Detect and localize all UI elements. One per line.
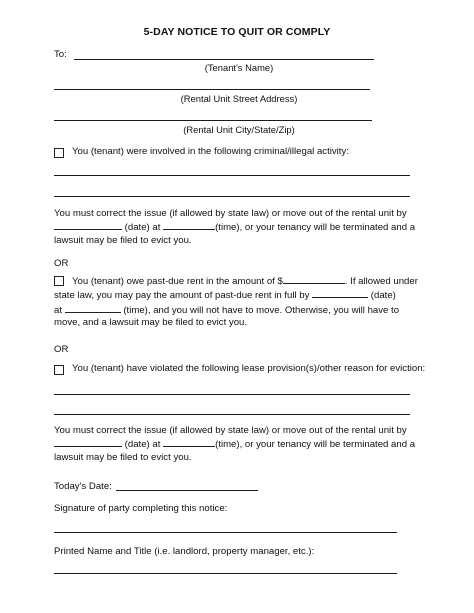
option1-date-label: (date) at	[124, 222, 161, 234]
option3-time-label: (time), or your tenancy will be terminated and a	[215, 439, 416, 451]
todays-date-line[interactable]	[116, 490, 258, 491]
option3-text-line-3: lawsuit may be filed to evict you.	[54, 451, 192, 463]
option3-instruction	[54, 425, 415, 464]
past-due-amount-label: You (tenant) owe past-due rent in the amount of $	[72, 276, 283, 287]
option2-date-field[interactable]	[312, 288, 368, 298]
option2-allowed-text: . If allowed under	[344, 276, 418, 287]
option1-text-line-3: lawsuit may be filed to evict you.	[54, 234, 192, 246]
option3-text-line-2	[54, 437, 415, 451]
lease-violation-line-1[interactable]	[54, 394, 410, 395]
option1-instruction	[54, 208, 415, 247]
option3-date-label: (date) at	[124, 439, 161, 451]
or-divider-2: OR	[54, 344, 69, 355]
signature-line[interactable]	[54, 532, 397, 533]
option1-text-line-2	[54, 220, 415, 234]
criminal-activity-label: You (tenant) were involved in the following criminal/illegal activity:	[72, 146, 349, 157]
lease-violation-checkbox[interactable]	[54, 365, 64, 375]
option2-text-line-3	[54, 303, 418, 317]
notice-title: 5-DAY NOTICE TO QUIT OR COMPLY	[143, 26, 331, 38]
option2-text-line-4: move, and a lawsuit may be filed to evict you.	[54, 317, 248, 329]
street-address-caption: (Rental Unit Street Address)	[180, 93, 298, 104]
criminal-activity-checkbox[interactable]	[54, 148, 64, 158]
criminal-activity-line-2[interactable]	[54, 196, 410, 197]
option3-text-line-1: You must correct the issue (if allowed by state law) or move out of the rental unit by	[54, 425, 407, 436]
option2-text	[54, 274, 418, 330]
city-state-zip-caption: (Rental Unit City/State/Zip)	[183, 124, 295, 135]
option1-text-line-1: You must correct the issue (if allowed by state law) or move out of the rental unit by	[54, 208, 407, 219]
signature-label: Signature of party completing this notice:	[54, 503, 228, 514]
option1-date-field[interactable]	[54, 220, 122, 230]
option2-time-field[interactable]	[65, 303, 121, 313]
option2-time-label: (time), and you will not have to move. Otherwise, you will have to	[123, 304, 400, 316]
option3-date-field[interactable]	[54, 437, 122, 447]
lease-violation-label: You (tenant) have violated the following lease provision(s)/other reason for eviction:	[72, 363, 426, 374]
tenant-name-line[interactable]	[74, 59, 374, 60]
option2-text-line-1	[54, 274, 418, 288]
option3-time-field[interactable]	[163, 437, 215, 447]
option2-pay-text: state law, you may pay the amount of past-due rent in full by	[54, 290, 310, 302]
to-label: To:	[54, 49, 67, 60]
tenant-name-caption: (Tenant's Name)	[204, 62, 274, 73]
criminal-activity-line-1[interactable]	[54, 175, 410, 176]
lease-violation-line-2[interactable]	[54, 414, 410, 415]
option1-time-label: (time), or your tenancy will be terminated and a	[215, 222, 416, 234]
printed-name-label: Printed Name and Title (i.e. landlord, property manager, etc.):	[54, 546, 315, 557]
city-state-zip-line[interactable]	[54, 120, 372, 121]
option2-text-line-2	[54, 288, 418, 302]
printed-name-line[interactable]	[54, 573, 397, 574]
or-divider-1: OR	[54, 258, 69, 269]
past-due-amount-field[interactable]	[283, 274, 345, 284]
todays-date-label: Today's Date:	[54, 481, 112, 492]
option2-date-label: (date)	[370, 290, 396, 302]
option2-at-label: at	[54, 304, 63, 316]
option1-time-field[interactable]	[163, 220, 215, 230]
street-address-line[interactable]	[54, 89, 370, 90]
